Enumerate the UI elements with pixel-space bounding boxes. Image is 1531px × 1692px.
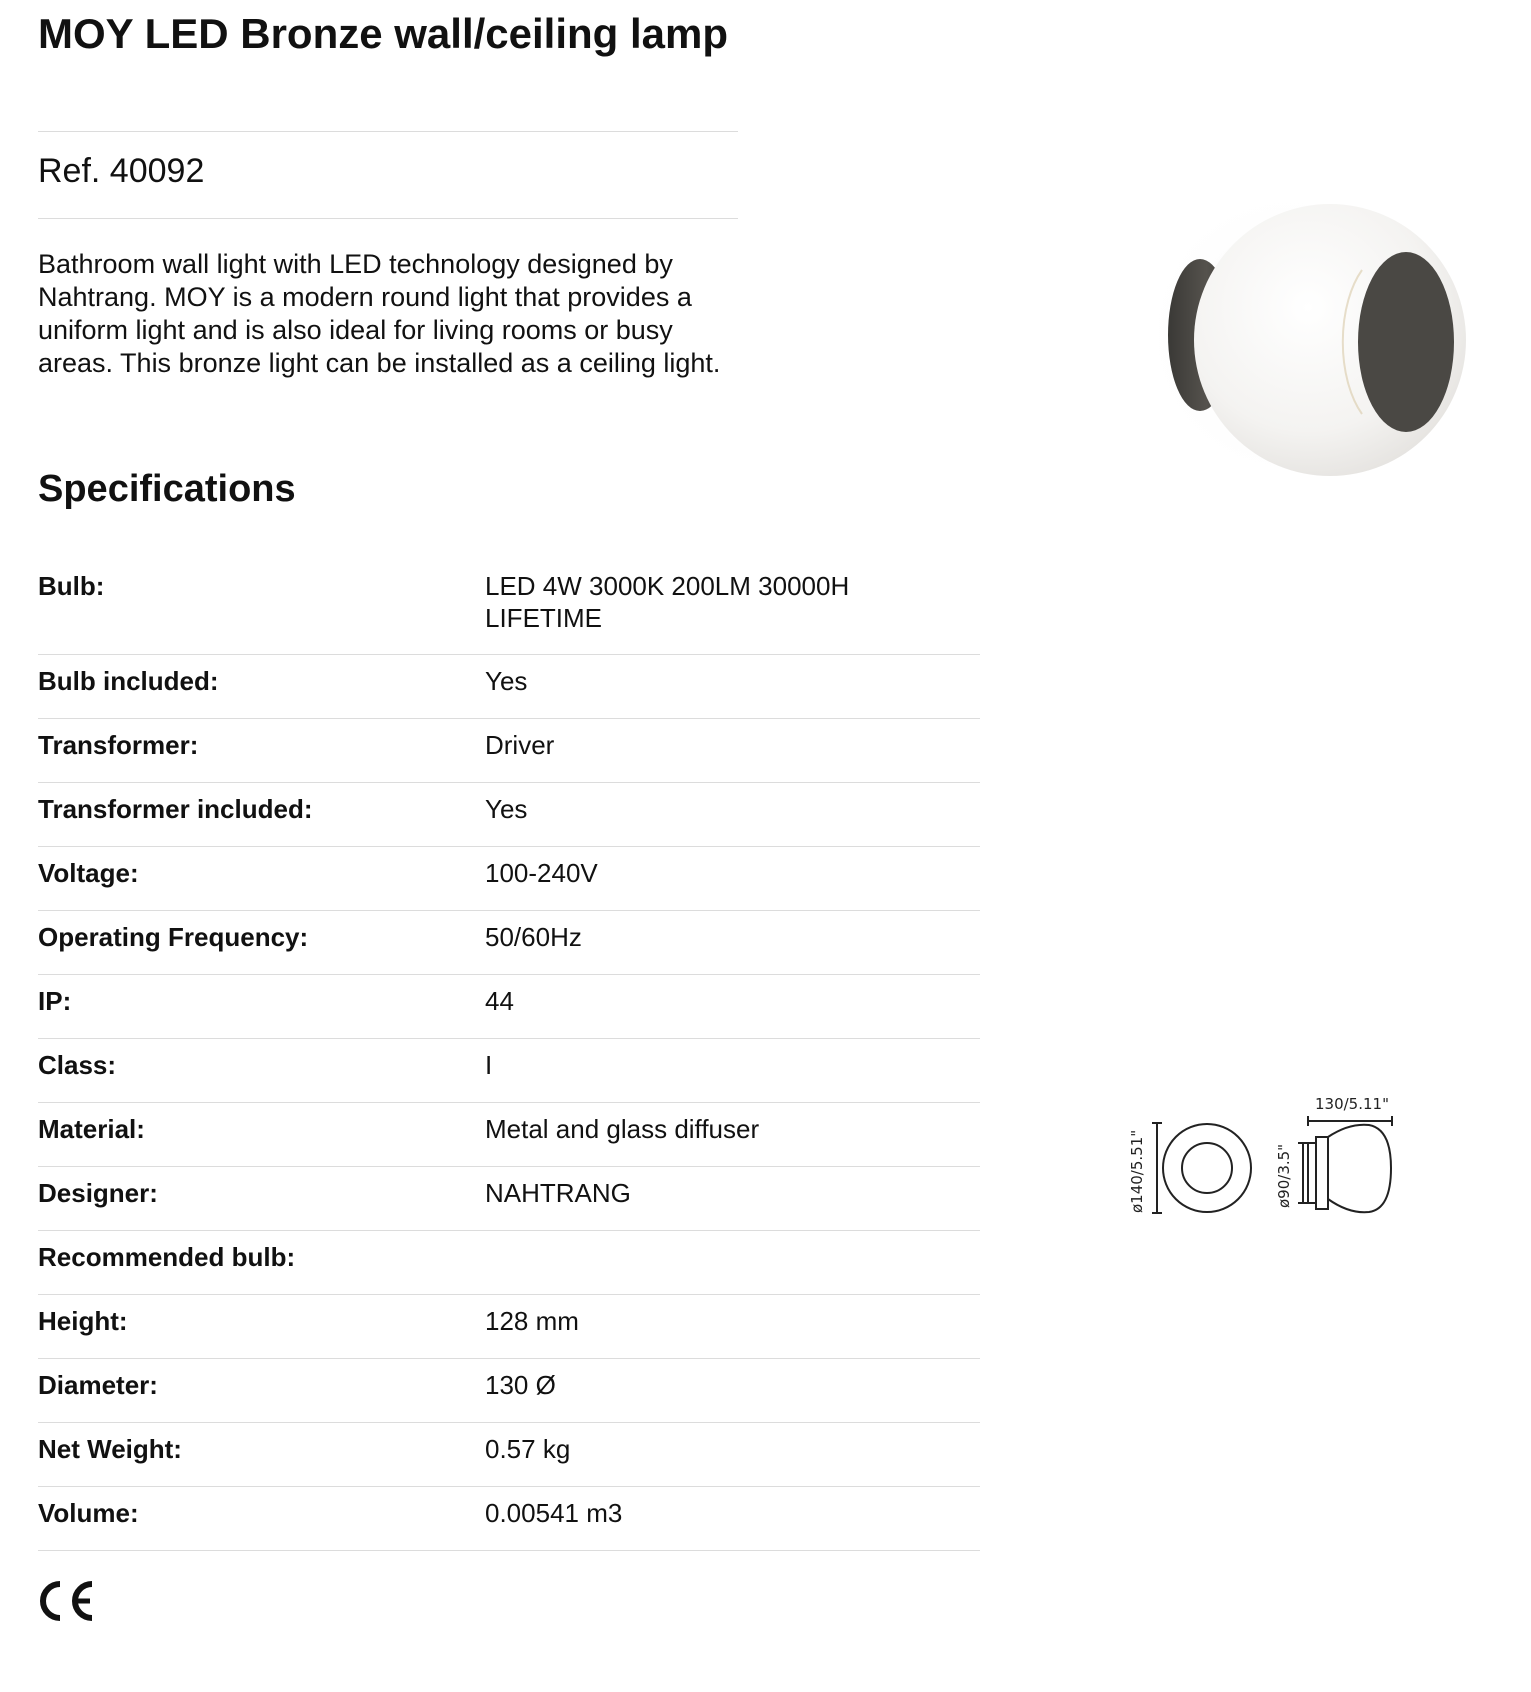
spec-label: Height: [38,1306,128,1336]
spec-value: 50/60Hz [485,922,582,952]
dimension-front-label: ø140/5.51" [1128,1129,1146,1213]
ref-divider [38,218,738,219]
spec-row-transformer-included [38,783,980,847]
spec-label: Operating Frequency: [38,922,309,952]
spec-value: 44 [485,986,514,1016]
spec-value: NAHTRANG [485,1178,631,1208]
ce-mark-icon [36,1578,98,1629]
specifications-heading: Specifications [38,468,296,510]
product-description: Bathroom wall light with LED technology designed by Nahtrang. MOY is a modern round light that provides a uniform light and is also ideal for living rooms or busy areas. This bronze light can be installed as a ceiling light. [38,249,721,378]
spec-value: 128 mm [485,1306,579,1336]
spec-label: Bulb: [38,571,105,601]
spec-row-height [38,1295,980,1359]
spec-label: Net Weight: [38,1434,182,1464]
spec-row-bulb [38,560,980,655]
dimension-side-label: ø90/3.5" [1275,1143,1293,1208]
spec-value: Driver [485,730,555,760]
spec-row-recommended-bulb [38,1231,980,1295]
spec-value: 0.00541 m3 [485,1498,623,1528]
spec-label: Transformer included: [38,794,313,824]
spec-value: I [485,1050,493,1080]
spec-label: IP: [38,986,72,1016]
title-divider [38,131,738,132]
spec-value: Yes [485,794,528,824]
spec-label: Class: [38,1050,117,1080]
spec-value: 0.57 kg [485,1434,571,1464]
spec-label: Transformer: [38,730,199,760]
spec-row-transformer [38,719,980,783]
spec-row-class [38,1039,980,1103]
spec-row-operating-frequency [38,911,980,975]
product-title: MOY LED Bronze wall/ceiling lamp [38,10,729,57]
product-image [1140,170,1480,505]
spec-row-diameter [38,1359,980,1423]
spec-row-voltage [38,847,980,911]
dimension-width-label: 130/5.11" [1315,1095,1389,1113]
spec-value: Metal and glass diffuser [485,1114,760,1144]
spec-label: Volume: [38,1498,139,1528]
spec-label: Recommended bulb: [38,1242,296,1272]
spec-value: 130 Ø [485,1370,556,1400]
specifications-table [38,560,980,1551]
spec-row-material [38,1103,980,1167]
spec-row-net-weight [38,1423,980,1487]
spec-row-ip [38,975,980,1039]
spec-value: LED 4W 3000K 200LM 30000H LIFETIME [485,571,850,633]
spec-row-designer [38,1167,980,1231]
spec-label: Bulb included: [38,666,219,696]
spec-label: Material: [38,1114,145,1144]
spec-value: Yes [485,666,528,696]
spec-label: Designer: [38,1178,158,1208]
spec-label: Voltage: [38,858,139,888]
technical-drawing [1125,1085,1425,1240]
spec-label: Diameter: [38,1370,158,1400]
product-reference: Ref. 40092 [38,152,205,190]
spec-value: 100-240V [485,858,598,888]
spec-row-volume [38,1487,980,1551]
spec-row-bulb-included [38,655,980,719]
